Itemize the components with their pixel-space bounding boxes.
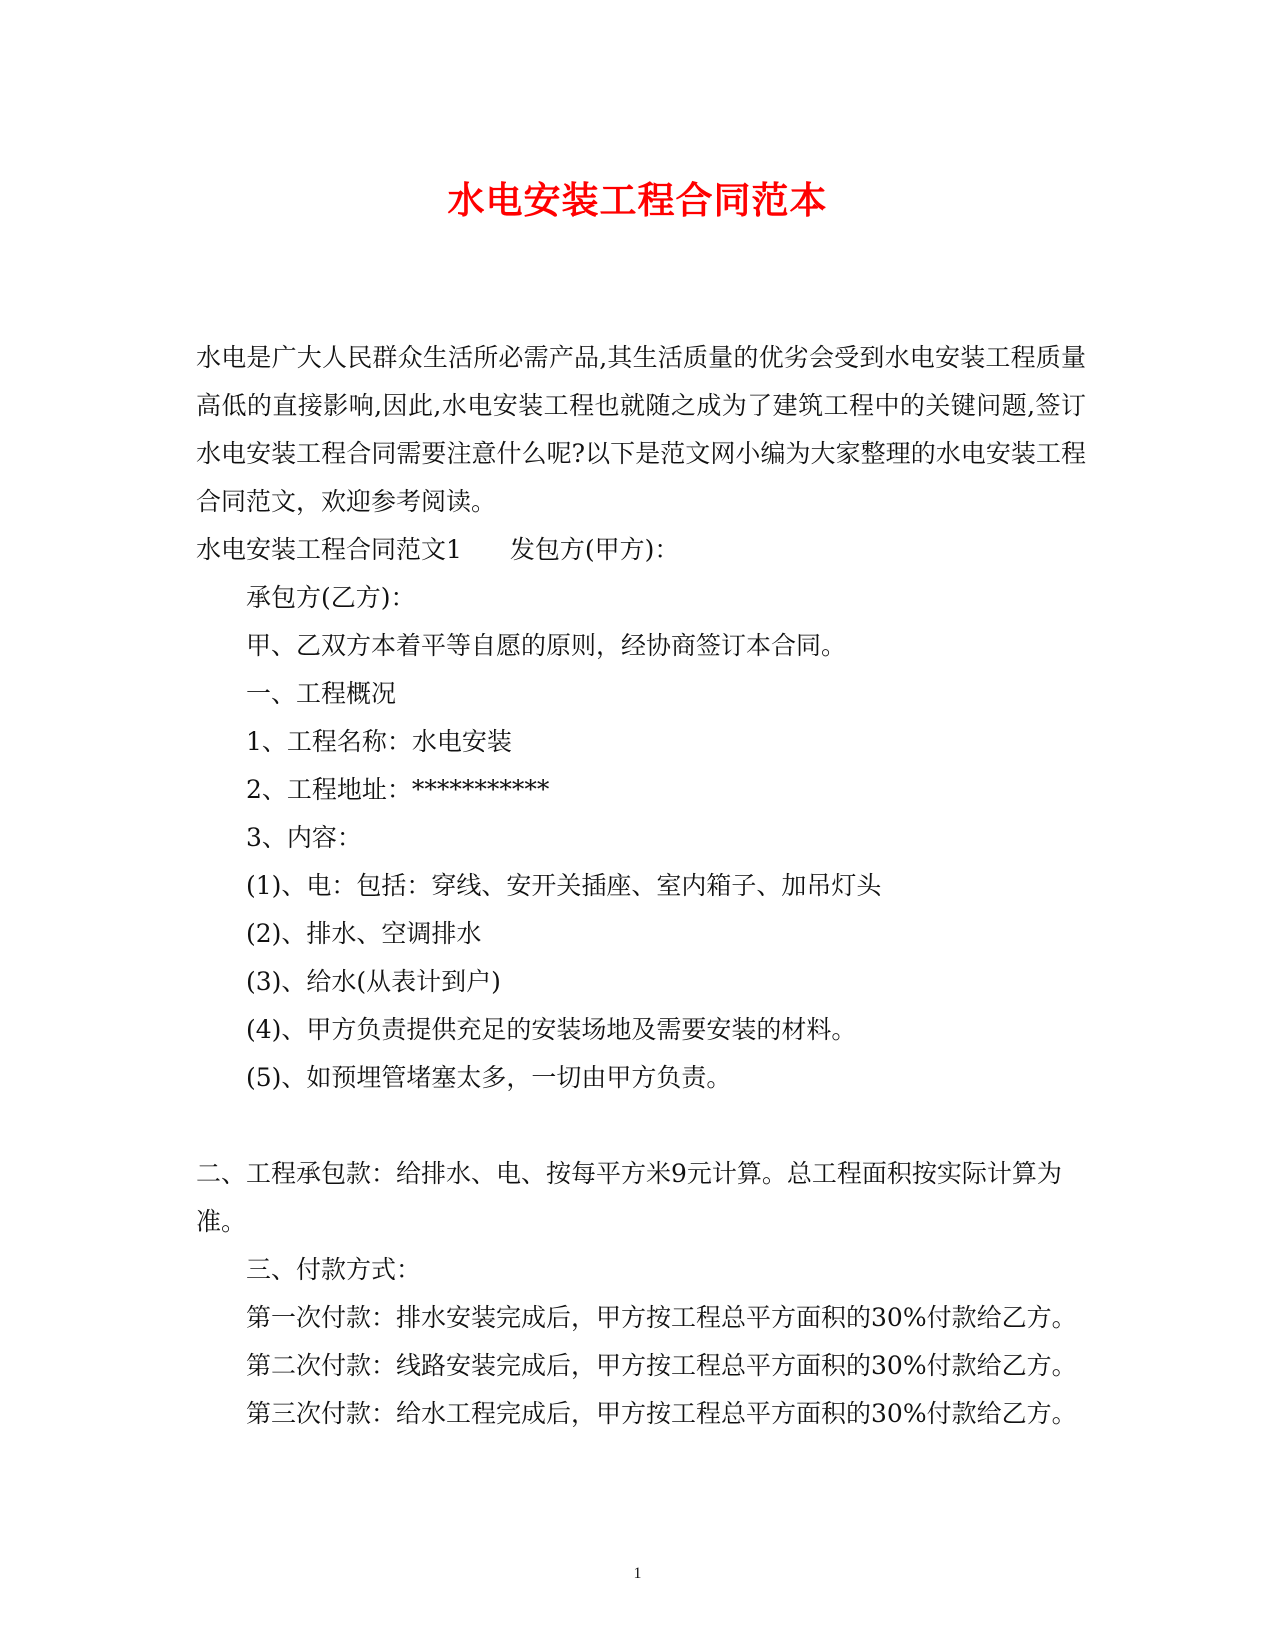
item-content: 3、内容： xyxy=(246,823,362,852)
sub-item-5: (5)、如预埋管堵塞太多，一切由甲方负责。 xyxy=(246,1063,732,1092)
payment-1: 第一次付款：排水安装完成后，甲方按工程总平方面积的30%付款给乙方。 xyxy=(246,1303,1077,1332)
item-project-address: 2、工程地址：*********** xyxy=(246,775,550,804)
party-b-label: 承包方(乙方)： xyxy=(246,583,416,612)
agreement-line: 甲、乙双方本着平等自愿的原则，经协商签订本合同。 xyxy=(246,631,847,660)
section-1-title: 一、工程概况 xyxy=(246,679,397,708)
page-number: 1 xyxy=(633,1565,642,1582)
document-body xyxy=(196,334,1086,1438)
sub-item-2: (2)、排水、空调排水 xyxy=(246,919,482,948)
section-3-title: 三、付款方式： xyxy=(246,1255,422,1284)
item-project-name: 1、工程名称：水电安装 xyxy=(246,727,512,756)
sub-item-4: (4)、甲方负责提供充足的安装场地及需要安装的材料。 xyxy=(246,1015,857,1044)
section-2-paragraph: 二、工程承包款：给排水、电、按每平方米9元计算。总工程面积按实际计算为准。 xyxy=(196,1159,1062,1236)
sample-heading: 水电安装工程合同范文1 xyxy=(196,535,462,564)
payment-3: 第三次付款：给水工程完成后，甲方按工程总平方面积的30%付款给乙方。 xyxy=(246,1399,1077,1428)
party-a-label: 发包方(甲方)： xyxy=(509,535,680,564)
document-title: 水电安装工程合同范本 xyxy=(447,178,828,222)
payment-2: 第二次付款：线路安装完成后，甲方按工程总平方面积的30%付款给乙方。 xyxy=(246,1351,1077,1380)
sample-heading-line xyxy=(196,526,1086,574)
sub-item-3: (3)、给水(从表计到户) xyxy=(246,967,501,996)
sub-item-1: (1)、电：包括：穿线、安开关插座、室内箱子、加吊灯头 xyxy=(246,871,882,900)
intro-paragraph: 水电是广大人民群众生活所必需产品,其生活质量的优劣会受到水电安装工程质量高低的直接影响,因此,水电安装工程也就随之成为了建筑工程中的关键问题,签订水电安装工程合同需要注意什么呢?以下是范文网小编为大家整理的水电安装工程合同范文，欢迎参考阅读。 xyxy=(196,343,1086,516)
